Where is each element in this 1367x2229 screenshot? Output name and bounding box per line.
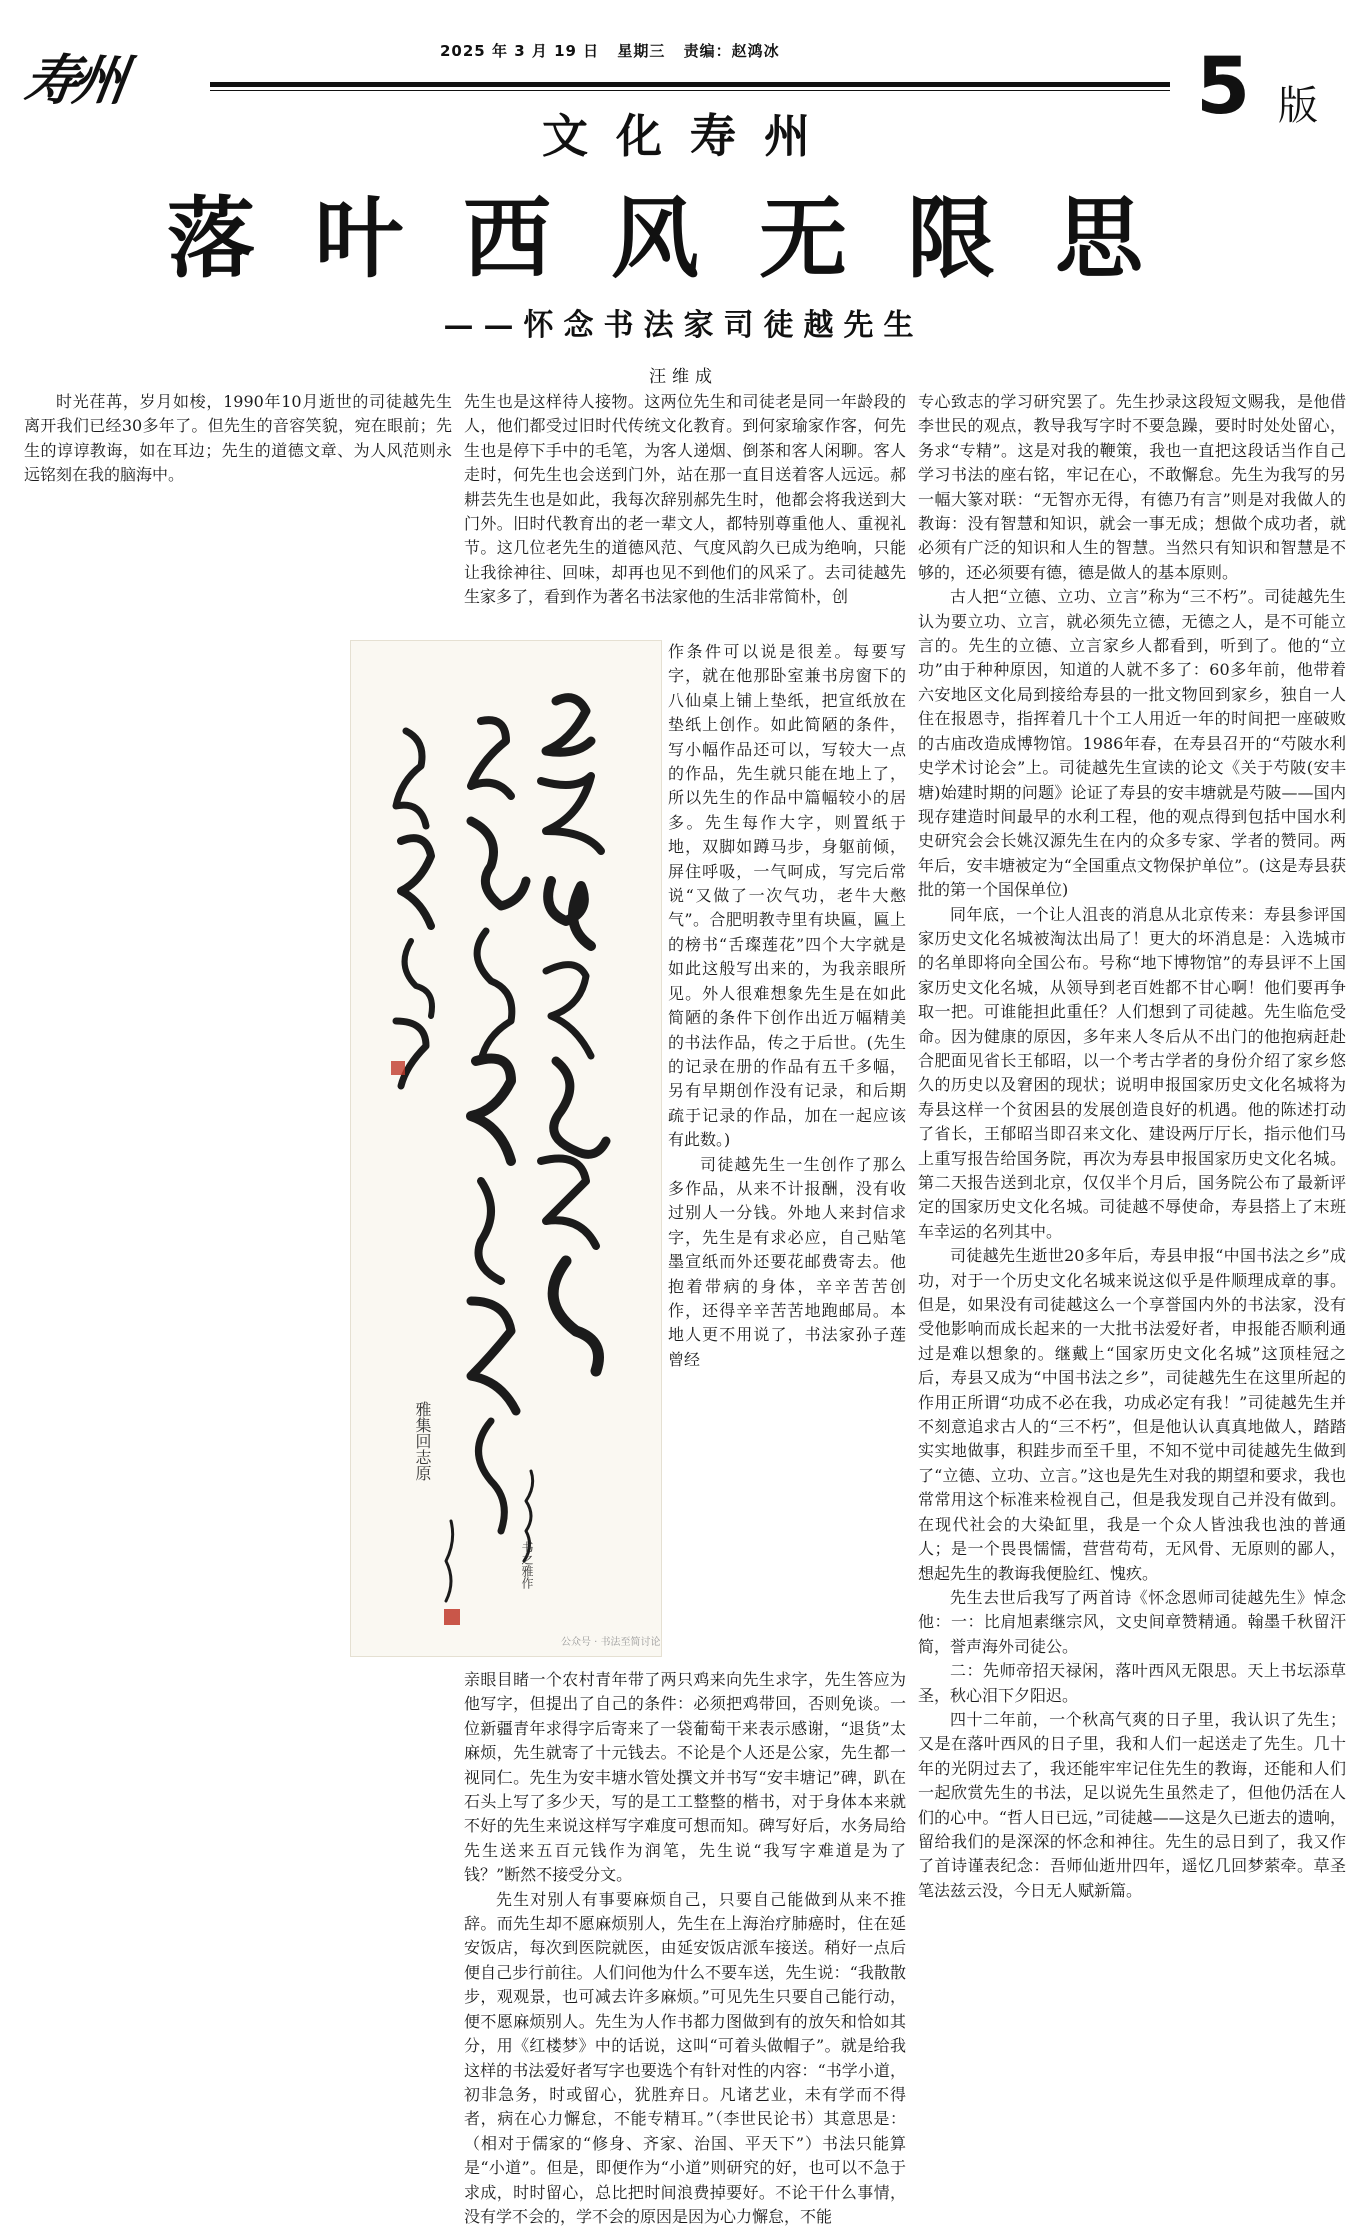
calligraphy-artwork: [350, 640, 662, 1657]
article-title: 落叶西风无限思: [166, 186, 1203, 290]
article-column-2-top: [464, 390, 906, 630]
seal-stamp: [444, 1609, 460, 1625]
masthead-rule-thin: [210, 90, 1170, 91]
page-unit: 版: [1278, 83, 1318, 129]
calligraphy-inscription: 书之雅作: [520, 1541, 534, 1589]
newspaper-logo: 寿州: [20, 48, 126, 112]
paragraph: 先生去世后我写了两首诗《怀念恩师司徒越先生》悼念他：一：比肩旭素继宗风，文史间章赞精通。翰墨千秋留汗简，誉声海外司徒公。: [918, 1587, 1346, 1656]
issue-weekday: 星期三: [617, 42, 666, 60]
seal-stamp: [391, 1061, 405, 1075]
paragraph: 四十二年前，一个秋高气爽的日子里，我认识了先生；又是在落叶西风的日子里，我和人们一起送走了先生。几十年的光阴过去了，我还能牢牢记住先生的教诲，还能和人们一起欣赏先生的书法，足以说先生虽然走了，但他仍活在人们的心中。“哲人日已远，”司徒越——这是久已逝去的遗响，留给我们的是深深的怀念和神往。先生的忌日到了，我又作了首诗谨表纪念：吾师仙逝卅四年，遥忆几回梦萦牵。草圣笔法兹云没，今日无人赋新篇。: [918, 1709, 1346, 1900]
paragraph: 先生也是这样待人接物。这两位先生和司徒老是同一年龄段的人，他们都受过旧时代传统文化教育。到何家瑜家作客，何先生也是停下手中的毛笔，为客人递烟、倒茶和客人闲聊。客人走时，何先生也会送到门外，站在那一直目送着客人远远。郝耕芸先生也是如此，我每次辞别郝先生时，他都会将我送到大门外。旧时代教育出的老一辈文人，都特别尊重他人、重视礼节。这几位老先生的道德风范、气度风韵久已成为绝响，只能让我徐神往、回味，却再也见不到他们的风采了。去司徒越先生家多了，看到作为著名书法家他的生活非常简朴，创: [464, 392, 906, 607]
paragraph: 先生对别人有事要麻烦自己，只要自己能做到从来不推辞。而先生却不愿麻烦别人，先生在上海治疗肺癌时，住在延安饭店，每次到医院就医，由延安饭店派车接送。稍好一点后便自己步行前往。人们问他为什么不要车送，先生说：“我散散步，观观景，也可减去许多麻烦。”可见先生只要自己能行动，便不愿麻烦别人。先生为人作书都力图做到有的放矢和恰如其分，用《红楼梦》中的话说，这叫“可着头做帽子”。就是给我这样的书法爱好者写字也要选个有针对性的内容：“书学小道，初非急务，时或留心，犹胜弃日。凡诸艺业，未有学而不得者，病在心力懈怠，不能专精耳。”（李世民论书）其意思是：（相对于儒家的“修身、齐家、治国、平天下”）书法只能算是“小道”。但是，即便作为“小道”则研究的好，也可以不急于求成，时时留心，总比把时间浪费掉要好。不论干什么事情，没有学不会的，学不会的原因是因为心力懈怠，不能: [464, 1889, 906, 2226]
masthead: [0, 0, 1367, 170]
paragraph: 司徒越先生一生创作了那么多作品，从来不计报酬，没有收过别人一分钱。外地人来封信求字，先生是有求必应，自己贴笔墨宣纸而外还要花邮费寄去。他抱着带病的身体，辛辛苦苦创作，还得辛辛苦苦地跑邮局。本地人更不用说了，书法家孙子莲曾经: [668, 1154, 906, 1369]
article-column-2-side: [668, 640, 906, 1660]
issue-line: [440, 40, 792, 61]
issue-editor: 责编：赵鸿冰: [683, 42, 780, 60]
paragraph: 古人把“立德、立功、立言”称为“三不朽”。司徒越先生认为要立功、立言，就必须先立德，无德之人，是不可能立言的。先生的立德、立言家乡人都看到，听到了。他的“立功”由于种种原因，知道的人就不多了：60多年前，他带着六安地区文化局到接给寿县的一批文物回到家乡，独自一人住在报恩寺，指挥着几十个工人用近一年的时间把一座破败的古庙改造成博物馆。1986年春，在寿县召开的“芍陂水利史学术讨论会”上。司徒越先生宣读的论文《关于芍陂(安丰塘)始建时期的问题》论证了寿县的安丰塘就是芍陂——国内现存建造时间最早的水利工程，他的观点得到包括中国水利史研究会会长姚汉源先生在内的众多专家、学者的赞同。两年后，安丰塘被定为“全国重点文物保护单位”。(这是寿县获批的第一个国保单位): [918, 587, 1346, 900]
masthead-rule-thick: [210, 82, 1170, 87]
section-name: 文化寿州: [542, 109, 838, 163]
image-watermark: 公众号 · 书法至简讨论: [561, 1637, 661, 1648]
paragraph: 二：先师帝招天禄闲，落叶西风无限思。天上书坛添草圣，秋心泪下夕阳迟。: [918, 1661, 1346, 1705]
paragraph: 同年底，一个让人沮丧的消息从北京传来：寿县参评国家历史文化名城被淘汰出局了！更大的坏消息是：入选城市的名单即将向全国公布。号称“地下博物馆”的寿县评不上国家历史文化名城，从领导到老百姓都不甘心啊！他们要再争取一把。可谁能担此重任？人们想到了司徒越。先生临危受命。因为健康的原因，多年来人冬后从不出门的他抱病赶赴合肥面见省长王郁昭，以一个考古学者的身份介绍了家乡悠久的历史以及窘困的现状；说明申报国家历史文化名城将为寿县这样一个贫困县的发展创造良好的机遇。他的陈述打动了省长，王郁昭当即召来文化、建设两厅厅长，指示他们马上重写报告给国务院，再次为寿县申报国家历史文化名城。第二天报告送到北京，仅仅半个月后，国务院公布了最新评定的国家历史文化名城。司徒越不辱使命，寿县搭上了末班车幸运的名列其中。: [918, 904, 1346, 1241]
calligraphy-inscription: 雅集回志原: [413, 1401, 432, 1481]
article-column-3: [918, 390, 1346, 2050]
issue-date: 2025 年 3 月 19 日: [440, 42, 600, 60]
calligraphy-strokes: [351, 641, 661, 1656]
paragraph: 司徒越先生逝世20多年后，寿县申报“中国书法之乡”成功，对于一个历史文化名城来说这似乎是件顺理成章的事。但是，如果没有司徒越这么一个享誉国内外的书法家，没有受他影响而成长起来的一大批书法爱好者，申报能否顺利通过是难以想象的。继戴上“国家历史文化名城”这顶桂冠之后，寿县又成为“中国书法之乡”，司徒越先生在这里所起的作用正所谓“功成不必在我，功成必定有我！”司徒越先生并不刻意追求古人的“三不朽”，但是他认认真真地做人，踏踏实实地做事，积跬步而至千里，不知不觉中司徒越先生做到了“立德、立功、立言。”这也是先生对我的期望和要求，我也常常用这个标准来检视自己，但是我发现自己并没有做到。在现代社会的大染缸里，我是一个众人皆浊我也浊的普通人；是一个畏畏懦懦，营营苟苟，无风骨、无原则的鄙人，想起先生的教诲我便脸红、愧疚。: [918, 1246, 1346, 1583]
article-subtitle: ——怀念书法家司徒越先生: [443, 308, 924, 343]
paragraph: 专心致志的学习研究罢了。先生抄录这段短文赐我，是他借李世民的观点，教导我写字时不要急躁，要时时处处留心，务求“专精”。这是对我的鞭策，我也一直把这段话当作自己学习书法的座右铭，牢记在心，不敢懈怠。先生为我写的另一幅大篆对联：“无智亦无得，有德乃有言”则是对我做人的教诲：没有智慧和知识，就会一事无成；想做个成功者，就必须有广泛的知识和人生的智慧。当然只有知识和智慧是不够的，还必须要有德，德是做人的基本原则。: [918, 392, 1346, 582]
paragraph: 时光荏苒，岁月如梭，1990年10月逝世的司徒越先生离开我们已经30多年了。但先生的音容笑貌，宛在眼前；先生的谆谆教诲，如在耳边；先生的道德文章、为人风范则永远铭刻在我的脑海中。: [24, 392, 452, 485]
paragraph: 亲眼目睹一个农村青年带了两只鸡来向先生求字，先生答应为他写字，但提出了自己的条件：必须把鸡带回，否则免谈。一位新疆青年求得字后寄来了一袋葡萄干来表示感谢，“退货”太麻烦，先生就寄了十元钱去。不论是个人还是公家，先生都一视同仁。先生为安丰塘水管处撰文并书写“安丰塘记”碑，趴在石头上写了多少天，写的是工工整整的楷书，对于身体本来就不好的先生来说这样写字难度可想而知。碑写好后，水务局给先生送来五百元钱作为润笔，先生说“我写字难道是为了钱？”断然不接受分文。: [464, 1670, 906, 1885]
page-number: 5: [1196, 42, 1251, 132]
paragraph: 作条件可以说是很差。每要写字，就在他那卧室兼书房窗下的八仙桌上铺上垫纸，把宣纸放在垫纸上创作。如此简陋的条件，写小幅作品还可以，写较大一点的作品，先生就只能在地上了，所以先生的作品中篇幅较小的居多。先生每作大字，则置纸于地，双脚如蹲马步，身躯前倾，屏住呼吸，一气呵成，写完后常说“又做了一次气功，老牛大憋气”。合肥明教寺里有块匾，匾上的榜书“舌璨莲花”四个大字就是如此这般写出来的，为我亲眼所见。外人很难想象先生是在如此简陋的条件下创作出近万幅精美的书法作品，传之于后世。(先生的记录在册的作品有五千多幅，另有早期创作没有记录，和后期疏于记录的作品，加在一起应该有此数。): [668, 642, 906, 1150]
article-column-2-bottom: [464, 1668, 906, 2226]
article-author: 汪维成: [649, 367, 718, 387]
